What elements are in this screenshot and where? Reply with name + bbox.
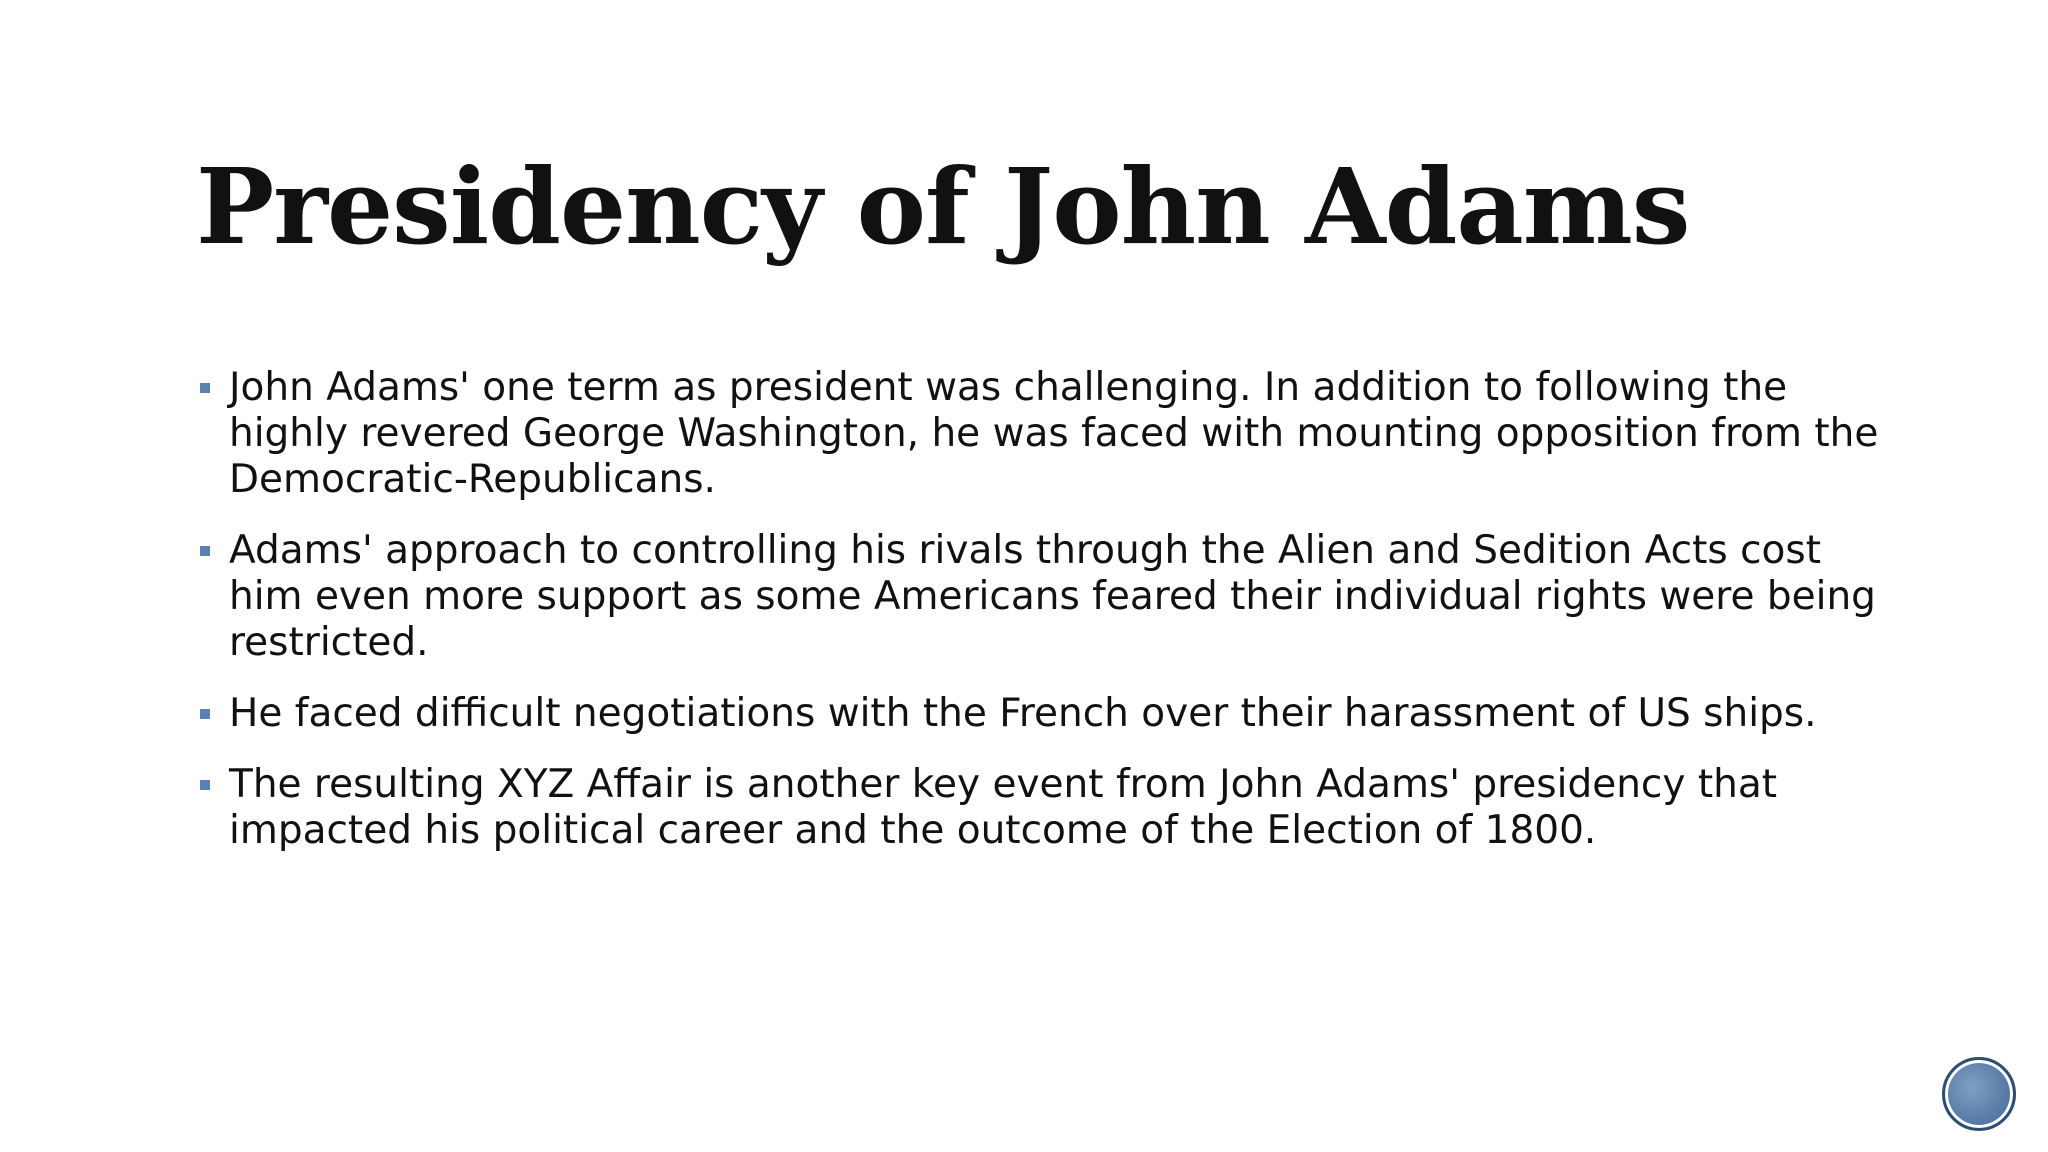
bullet-text: He faced difficult negotiations with the French over their harassment of US ships. bbox=[229, 691, 1817, 736]
slide-title: Presidency of John Adams bbox=[196, 145, 1690, 268]
square-bullet-icon bbox=[200, 383, 210, 393]
bullet-item bbox=[196, 762, 1896, 854]
bullet-text: Adams' approach to controlling his rivals through the Alien and Sedition Acts cost him even more support as some Americans feared their individual rights were being restricted. bbox=[229, 528, 1876, 665]
bullet-list bbox=[196, 365, 1896, 879]
square-bullet-icon bbox=[200, 780, 210, 790]
bullet-text: John Adams' one term as president was challenging. In addition to following the highly revered George Washington, he was faced with mounting opposition from the Democratic-Republicans. bbox=[229, 365, 1879, 502]
bullet-text: The resulting XYZ Affair is another key event from John Adams' presidency that impacted his political career and the outcome of the Election of 1800. bbox=[229, 762, 1778, 853]
circle-nav-button[interactable] bbox=[1942, 1057, 2016, 1131]
bullet-item bbox=[196, 691, 1896, 737]
bullet-item bbox=[196, 365, 1896, 503]
square-bullet-icon bbox=[200, 709, 210, 719]
square-bullet-icon bbox=[200, 546, 210, 556]
bullet-item bbox=[196, 528, 1896, 666]
